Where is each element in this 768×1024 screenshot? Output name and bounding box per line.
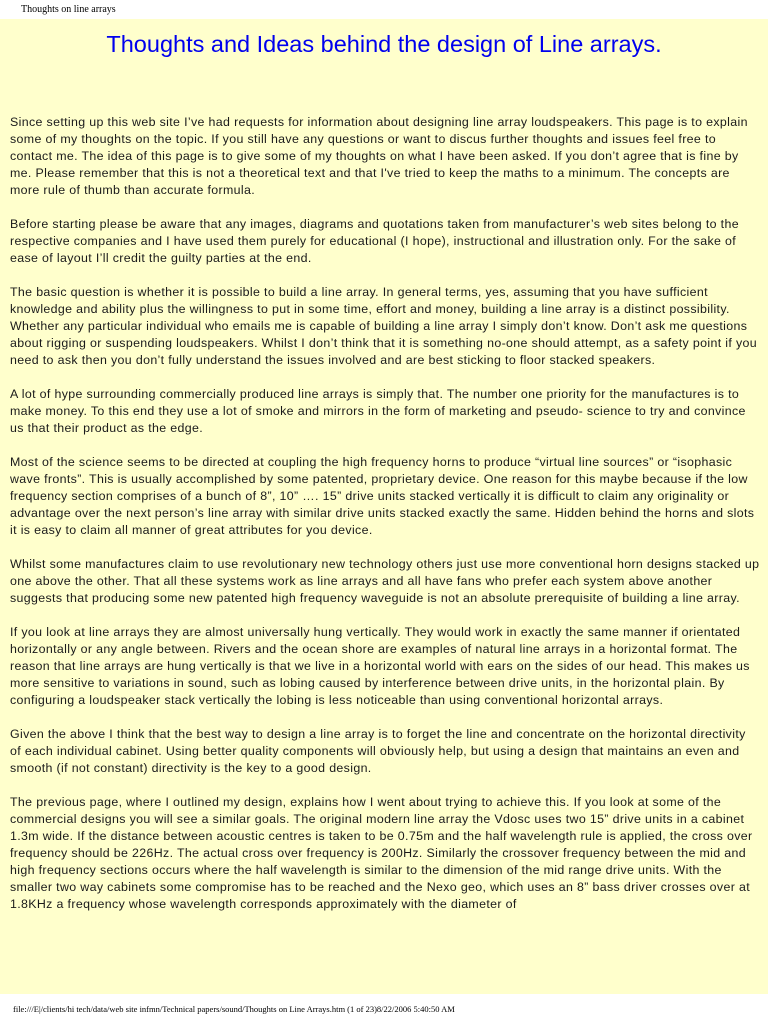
print-header-title: Thoughts on line arrays (21, 4, 116, 15)
paragraph-image-credits: Before starting please be aware that any images, diagrams and quotations taken from manufacturer’s web sites belong to the respective companies and I have used them purely for educational (I hope), instructional and illustration only. For the sake of ease of layout I’ll credit the guilty parties at the end. (10, 217, 739, 265)
page-content (0, 19, 768, 994)
paragraph-intro: Since setting up this web site I’ve had requests for information about designing line array loudspeakers. This page is to explain some of my thoughts on the topic. If you still have any questions or want to discus further thoughts and issues feel free to contact me. The idea of this page is to give some of my thoughts on what I have been asked. If you don’t agree that is fine by me. Please remember that this is not a theoretical text and that I've tried to keep the maths to a minimum. The concepts are more rule of thumb than accurate formula. (10, 115, 748, 197)
paragraph-science: Most of the science seems to be directed at coupling the high frequency horns to produce “virtual line sources” or “isophasic wave fronts”. This is usually accomplished by some patented, proprietary device. One reason for this maybe because if the low frequency section comprises of a bunch of 8”, 10” …. 15” drive units stacked vertically it is difficult to claim any originality or advantage over the next person’s line array with similar drive units stacked exactly the same. Hidden behind the horns and slots it is easy to claim all manner of great attributes for you device. (10, 455, 755, 537)
paragraph-hype: A lot of hype surrounding commercially produced line arrays is simply that. The number one priority for the manufactures is to make money. To this end they use a lot of smoke and mirrors in the form of marketing and pseudo- science to try and convince us that their product as the edge. (10, 387, 746, 435)
page-title: Thoughts and Ideas behind the design of Line arrays. (106, 31, 662, 57)
print-header (0, 0, 768, 19)
print-footer-path: file:///E|/clients/hi tech/data/web site infmn/Technical papers/sound/Thoughts on Line Arrays.htm (1 of 23)8/22/2006 5:40:50 AM (13, 1004, 455, 1014)
paragraph-basic-question: The basic question is whether it is possible to build a line array. In general terms, yes, assuming that you have sufficient knowledge and ability plus the willingness to put in some time, effort and money, building a line array is a distinct possibility. Whether any particular individual who emails me is capable of building a line array I simply don’t know. Don’t ask me questions about rigging or suspending loudspeakers. Whilst I don’t think that it is something no-one should attempt, as a safety point if you need to ask then you don’t fully understand the issues involved and are best sticking to floor stacked speakers. (10, 285, 758, 367)
article-body (10, 114, 760, 930)
paragraph-vertical-hanging: If you look at line arrays they are almost universally hung vertically. They would work in exactly the same manner if orientated horizontally or any angle between. Rivers and the ocean shore are examples of natural line arrays in a horizontal format. The reason that line arrays are hung vertically is that we live in a horizontal world with ears on the sides of our head. This makes us more sensitive to variations in sound, such as lobing caused by interference between drive units, in the horizontal plain. By configuring a loudspeaker stack vertically the lobing is less noticeable than using conventional horizontal arrays. (10, 625, 750, 707)
paragraph-commercial-designs: The previous page, where I outlined my design, explains how I went about trying to achieve this. If you look at some of the commercial designs you will see a similar goals. The original modern line array the Vdosc uses two 15” drive units in a cabinet 1.3m wide. If the distance between acoustic centres is taken to be 0.75m and the half wavelength rule is applied, the cross over frequency should be 226Hz. The actual cross over frequency is 200Hz. Similarly the crossover frequency between the mid and high frequency sections occurs where the half wavelength is similar to the dimension of the mid range drive units. With the smaller two way cabinets some compromise has to be reached and the Nexo geo, which uses an 8” bass driver crosses over at 1.8KHz a frequency whose wavelength corresponds approximately with the diameter of (10, 795, 753, 911)
paragraph-horizontal-directivity: Given the above I think that the best way to design a line array is to forget the line and concentrate on the horizontal directivity of each individual cabinet. Using better quality components will obviously help, but using a design that maintains an even and smooth (if not constant) directivity is the key to a good design. (10, 727, 746, 775)
paragraph-horn-designs: Whilst some manufactures claim to use revolutionary new technology others just use more conventional horn designs stacked up one above the other. That all these systems work as line arrays and all have fans who prefer each system above another suggests that producing some new patented high frequency waveguide is not an absolute prerequisite of building a line array. (10, 557, 760, 605)
print-footer (0, 994, 768, 1024)
